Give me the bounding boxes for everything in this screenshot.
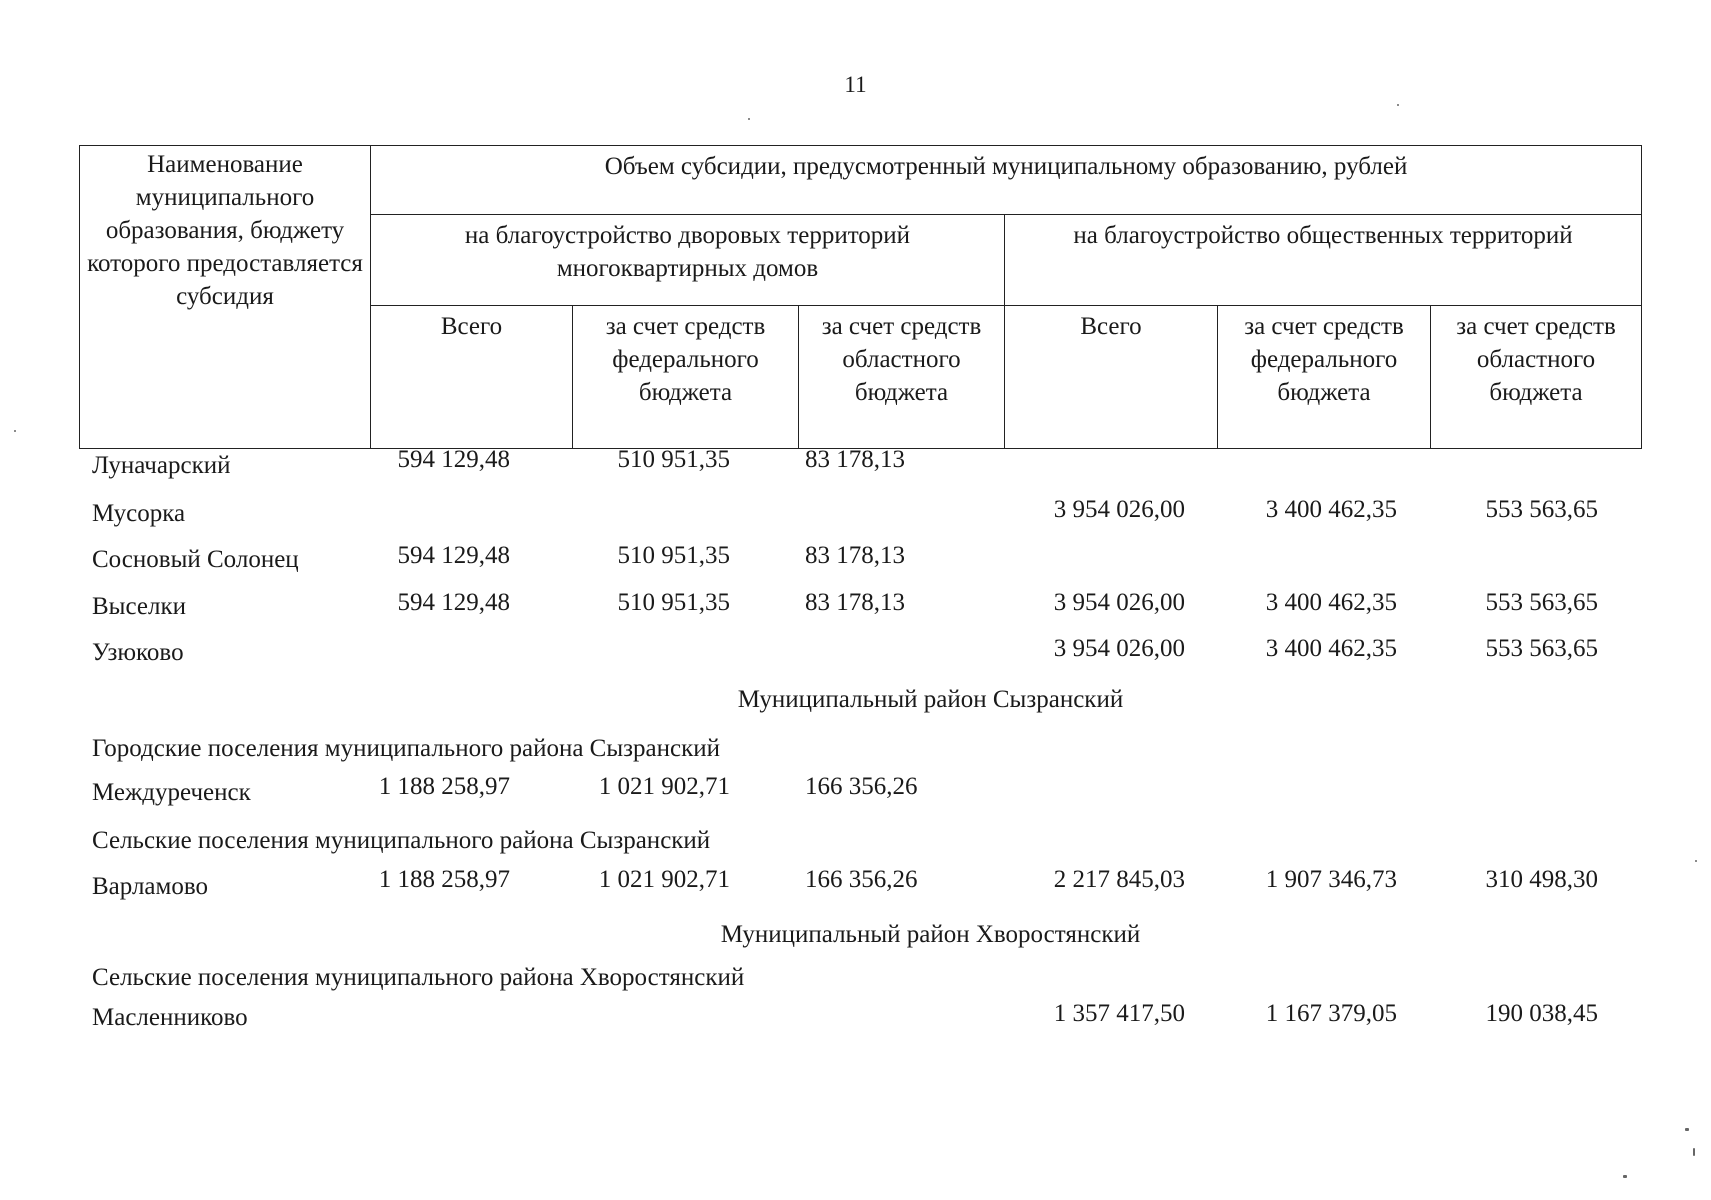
header-public-territories: на благоустройство общественных территорий: [1005, 215, 1642, 306]
table-row: [0, 589, 1711, 625]
header-public-total: Всего: [1005, 306, 1218, 449]
scan-speck: [1623, 1175, 1627, 1178]
group-title-syzran-rural: Сельские поселения муниципального района Сызранский: [92, 827, 711, 854]
yard-regional-value: 166 356,26: [805, 773, 918, 800]
public-regional-value: 553 563,65: [1485, 496, 1598, 523]
table-row: [0, 866, 1711, 902]
scan-speck: [1685, 1128, 1689, 1131]
row-name: Луначарский: [92, 452, 231, 479]
yard-total-value: 1 188 258,97: [378, 773, 510, 800]
yard-regional-value: 83 178,13: [805, 589, 905, 616]
table-row: [0, 542, 1711, 578]
row-name: Выселки: [92, 593, 186, 620]
table-row: [0, 635, 1711, 671]
public-federal-value: 3 400 462,35: [1265, 496, 1397, 523]
header-municipality-name: Наименование муниципального образования, бюджету которого предоставляется субсидия: [80, 146, 371, 449]
public-regional-value: 310 498,30: [1485, 866, 1598, 893]
header-yard-total: Всего: [371, 306, 573, 449]
header-public-federal: за счет средств федерального бюджета: [1218, 306, 1431, 449]
table-row: [0, 773, 1711, 809]
row-name: Сосновый Солонец: [92, 546, 299, 573]
header-yard-federal: за счет средств федерального бюджета: [573, 306, 799, 449]
row-name: Междуреченск: [92, 779, 251, 806]
scan-speck: [748, 118, 750, 120]
yard-total-value: 594 129,48: [397, 589, 510, 616]
public-total-value: 3 954 026,00: [1053, 589, 1185, 616]
scan-speck: [1693, 1148, 1695, 1156]
yard-total-value: 594 129,48: [397, 542, 510, 569]
public-total-value: 1 357 417,50: [1053, 1000, 1185, 1027]
scan-speck: [14, 430, 16, 432]
header-yard-territories: на благоустройство дворовых территорий многоквартирных домов: [371, 215, 1005, 306]
public-regional-value: 553 563,65: [1485, 635, 1598, 662]
public-federal-value: 1 167 379,05: [1265, 1000, 1397, 1027]
row-name: Узюково: [92, 639, 184, 666]
public-total-value: 2 217 845,03: [1053, 866, 1185, 893]
row-name: Варламово: [92, 873, 208, 900]
header-subsidy-volume: Объем субсидии, предусмотренный муниципальному образованию, рублей: [371, 146, 1642, 215]
yard-regional-value: 83 178,13: [805, 446, 905, 473]
section-title-syzran: Муниципальный район Сызранский: [737, 686, 1124, 713]
page-number: 11: [844, 72, 867, 97]
public-regional-value: 553 563,65: [1485, 589, 1598, 616]
table-row: [0, 448, 1711, 484]
group-title-khvorostyanka-rural: Сельские поселения муниципального района Хворостянский: [92, 964, 745, 991]
yard-total-value: 594 129,48: [397, 446, 510, 473]
row-name: Мусорка: [92, 500, 186, 527]
header-yard-regional: за счет средств областного бюджета: [799, 306, 1005, 449]
public-total-value: 3 954 026,00: [1053, 496, 1185, 523]
public-federal-value: 1 907 346,73: [1265, 866, 1397, 893]
section-title-khvorostyanka: Муниципальный район Хворостянский: [720, 921, 1141, 948]
table-row: [0, 1000, 1711, 1036]
public-federal-value: 3 400 462,35: [1265, 589, 1397, 616]
header-public-regional: за счет средств областного бюджета: [1431, 306, 1642, 449]
yard-federal-value: 510 951,35: [617, 446, 730, 473]
yard-total-value: 1 188 258,97: [378, 866, 510, 893]
yard-federal-value: 510 951,35: [617, 542, 730, 569]
group-title-syzran-urban: Городские поселения муниципального района Сызранский: [92, 735, 720, 762]
public-total-value: 3 954 026,00: [1053, 635, 1185, 662]
scan-speck: [1695, 860, 1697, 862]
table-row: [0, 496, 1711, 532]
public-federal-value: 3 400 462,35: [1265, 635, 1397, 662]
public-regional-value: 190 038,45: [1485, 1000, 1598, 1027]
yard-federal-value: 1 021 902,71: [598, 773, 730, 800]
scan-speck: [1397, 104, 1399, 106]
row-name: Масленниково: [92, 1004, 248, 1031]
yard-regional-value: 83 178,13: [805, 542, 905, 569]
yard-federal-value: 1 021 902,71: [598, 866, 730, 893]
yard-regional-value: 166 356,26: [805, 866, 918, 893]
yard-federal-value: 510 951,35: [617, 589, 730, 616]
